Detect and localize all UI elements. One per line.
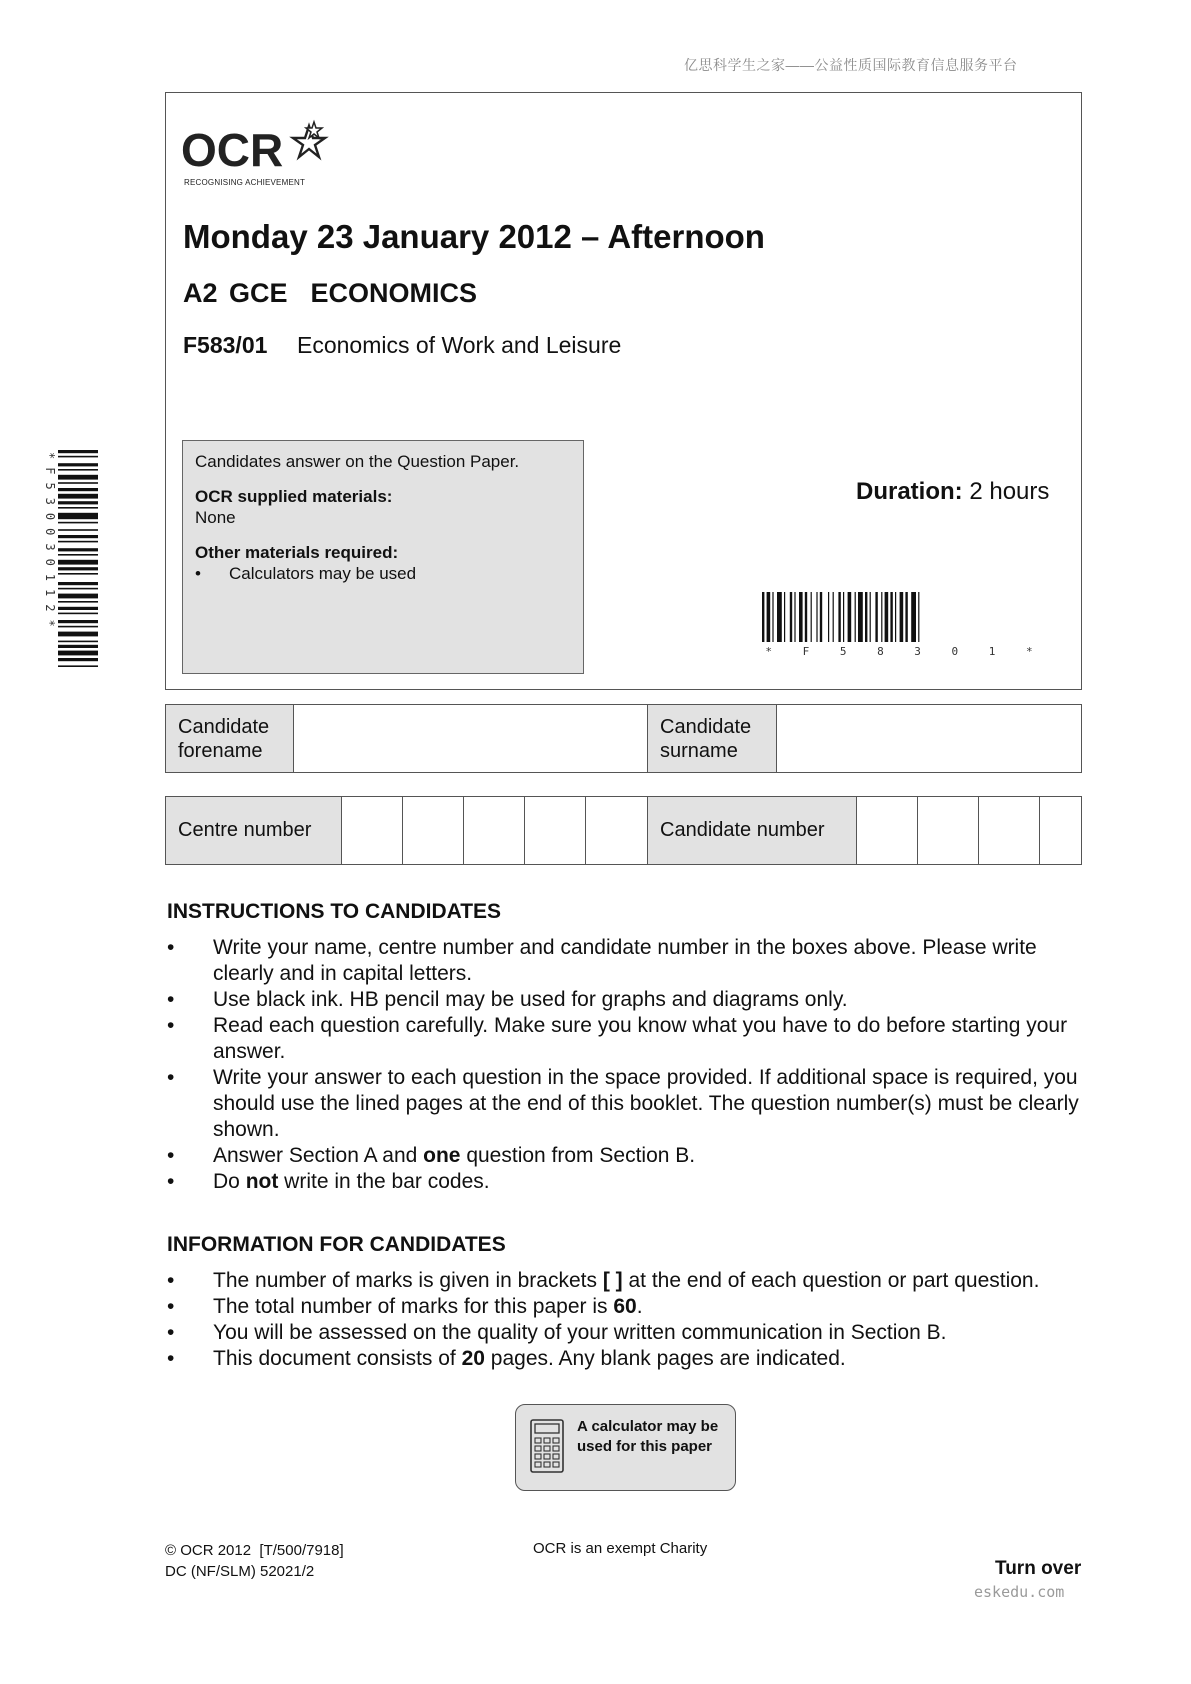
surname-label: Candidate surname <box>648 705 777 772</box>
information-item: • The total number of marks for this paper is 60. <box>167 1295 643 1318</box>
instruction-item: • Write your answer to each question in the space provided. If additional space is required, you should use the lined pages at the end of this booklet. The question number(s) must be clearly shown. <box>167 1066 1079 1141</box>
instruction-item: • Read each question carefully. Make sure you know what you have to do before starting your answer. <box>167 1014 1068 1063</box>
surname-field[interactable] <box>777 705 1081 772</box>
information-item: • The number of marks is given in brackets [ ] at the end of each question or part question. <box>167 1269 1040 1292</box>
candidate-barcode <box>40 450 100 680</box>
candidate-number-box[interactable] <box>857 797 918 864</box>
watermark-top: 亿思科学生之家——公益性质国际教育信息服务平台 <box>684 57 1018 73</box>
paper-barcode <box>762 592 1048 656</box>
information-item: • You will be assessed on the quality of your written communication in Section B. <box>167 1321 947 1344</box>
centre-number-label: Centre number <box>166 797 342 864</box>
instruction-item: • Write your name, centre number and candidate number in the boxes above. Please write clearly and in capital letters. <box>167 936 1037 985</box>
watermark-bottom: eskedu.com <box>974 1583 1065 1601</box>
centre-number-box[interactable] <box>403 797 464 864</box>
supplied-materials-value: None <box>195 508 236 527</box>
exam-date: Monday 23 January 2012 – Afternoon <box>183 218 765 255</box>
information-heading: INFORMATION FOR CANDIDATES <box>167 1233 506 1256</box>
other-materials-heading: Other materials required: <box>195 543 399 562</box>
candidate-number-box[interactable] <box>979 797 1040 864</box>
forename-field[interactable] <box>294 705 648 772</box>
candidate-number-box[interactable] <box>918 797 979 864</box>
unit-title: Economics of Work and Leisure <box>297 332 622 358</box>
duration-label: Duration: <box>856 478 963 505</box>
qualification-title: A2 GCE ECONOMICS <box>183 278 478 308</box>
svg-text:OCR: OCR <box>181 124 284 176</box>
instructions-list <box>167 935 1099 1195</box>
candidate-name-table <box>165 704 1082 773</box>
unit-code: F583/01 <box>183 332 268 358</box>
candidate-number-label: Candidate number <box>648 797 857 864</box>
forename-label: Candidate forename <box>166 705 294 772</box>
candidate-number-table <box>165 796 1082 865</box>
information-list <box>167 1268 1099 1372</box>
materials-box <box>182 440 584 674</box>
duration-value: 2 hours <box>969 478 1050 505</box>
duration <box>856 478 1049 506</box>
candidate-number-box[interactable] <box>1040 797 1081 864</box>
centre-number-box[interactable] <box>525 797 586 864</box>
document-ref: DC (NF/SLM) 52021/2 <box>165 1563 315 1580</box>
footer-left <box>165 1540 344 1582</box>
calculator-notice <box>515 1404 736 1491</box>
instructions-heading: INSTRUCTIONS TO CANDIDATES <box>167 900 502 923</box>
turn-over: Turn over <box>995 1558 1082 1579</box>
copyright: © OCR 2012 [T/500/7918] <box>165 1542 344 1559</box>
charity-note: OCR is an exempt Charity <box>533 1540 708 1557</box>
other-materials-item: • Calculators may be used <box>195 564 417 583</box>
svg-text:*F530030112*: *F530030112* <box>43 452 57 635</box>
calculator-notice-text: A calculator may be used for this paper <box>577 1418 719 1455</box>
centre-number-box[interactable] <box>342 797 403 864</box>
instruction-item: • Use black ink. HB pencil may be used for graphs and diagrams only. <box>167 988 848 1011</box>
information-item: • This document consists of 20 pages. Any blank pages are indicated. <box>167 1347 846 1370</box>
instruction-item: • Do not write in the bar codes. <box>167 1170 490 1193</box>
instruction-item: • Answer Section A and one question from Section B. <box>167 1144 696 1167</box>
centre-number-box[interactable] <box>464 797 525 864</box>
answer-instruction: Candidates answer on the Question Paper. <box>195 452 520 471</box>
centre-number-box[interactable] <box>586 797 648 864</box>
supplied-materials-heading: OCR supplied materials: <box>195 487 393 506</box>
logo-tagline: RECOGNISING ACHIEVEMENT <box>184 178 306 187</box>
svg-text:* F 5 8 3 0 1 *: * F 5 8 3 0 1 * <box>765 645 1045 656</box>
calculator-icon <box>530 1419 564 1473</box>
